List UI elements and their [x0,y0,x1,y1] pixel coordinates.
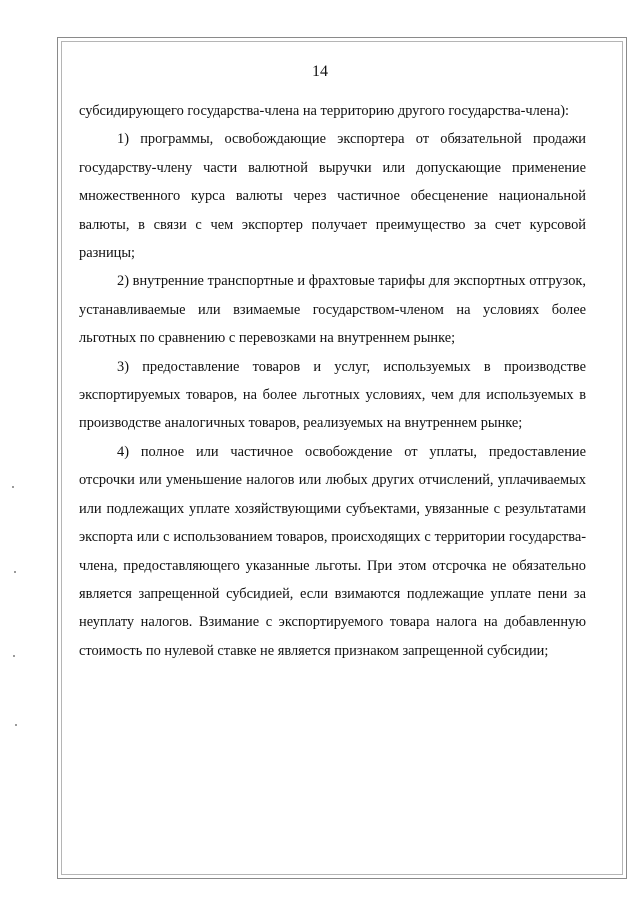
scan-speck [12,486,14,488]
paragraph-continuation: субсидирующего государства-члена на территорию другого государства-члена): [79,103,570,119]
scan-speck [14,571,16,573]
paragraph-item-3: 3) предоставление товаров и услуг, используемых в производстве экспортируемых товаров, на более льготных условиях, чем для используемых в производстве аналогичных товаров, реализуемых на внутреннем рынке; [79,358,586,432]
paragraph-item-1: 1) программы, освобождающие экспортера от обязательной продажи государству-члену части валютной выручки или допускающие применение множественного курса валюты через частичное обесценение национальной валюты, в связи с чем экспортер получает преимущество за счет курсовой разницы; [79,131,586,262]
scan-speck [15,724,17,726]
paragraph-item-4: 4) полное или частичное освобождение от уплаты, предоставление отсрочки или уменьшение налогов или любых других отчислений, уплачиваемых или подлежащих уплате хозяйствующими субъектами, увязанные с результатами экспорта или с использованием товаров, происходящих с территории государства-члена, предоставляющего указанные льготы. При этом отсрочка не обязательно является запрещенной субсидией, если взимаются подлежащие уплате пени за неуплату налогов. Взимание с экспортируемого товара налога на добавленную стоимость по нулевой ставке не является признаком запрещенной субсидии; [79,443,586,659]
document-body [79,97,586,665]
scan-speck [13,655,15,657]
page-number: 14 [312,63,328,80]
paragraph-item-2: 2) внутренние транспортные и фрахтовые тарифы для экспортных отгрузок, устанавливаемые или взимаемые государством-членом на условиях более льготных по сравнению с перевозками на внутреннем рынке; [79,273,586,347]
